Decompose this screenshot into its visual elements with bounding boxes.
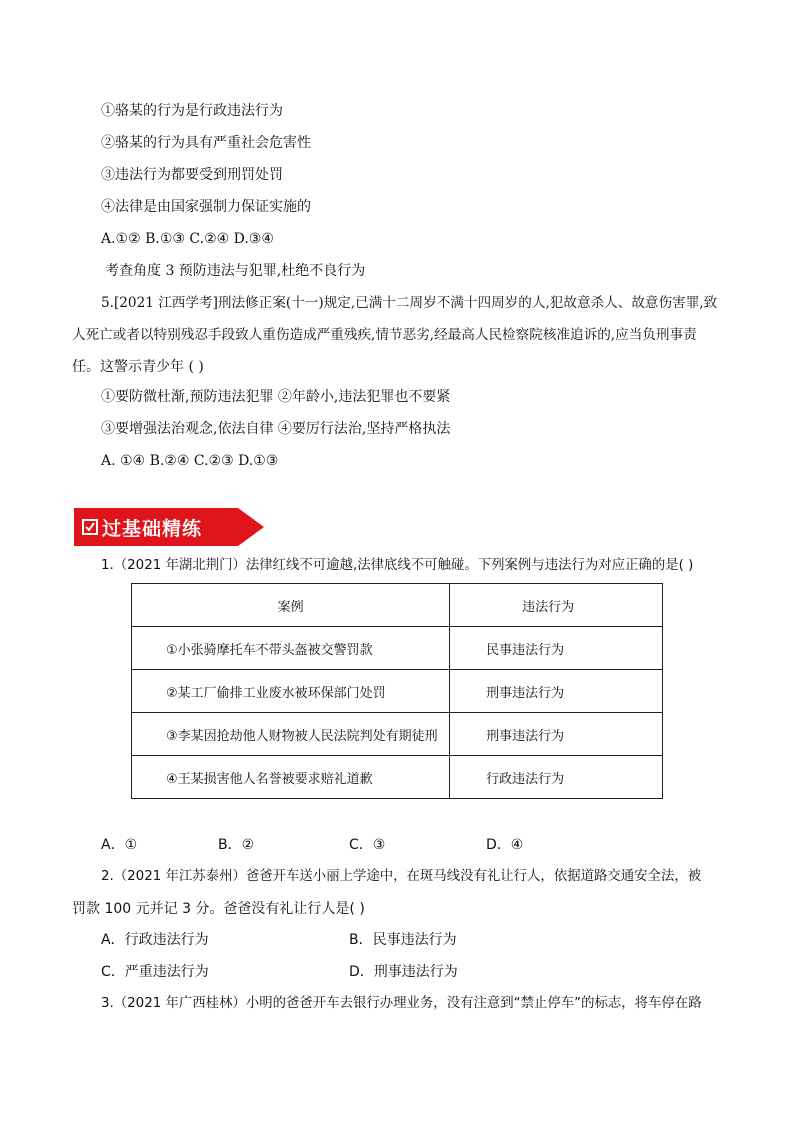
banner-title: 过基础精练 xyxy=(102,517,203,540)
table-row xyxy=(132,670,663,713)
table-cell-case: ④王某损害他人名誉被要求赔礼道歉 xyxy=(132,756,450,799)
table-cell-violation: 行政违法行为 xyxy=(450,756,663,799)
q2-option-c: C．严重违法行为 xyxy=(101,964,209,980)
angle-heading: 考查角度 3 预防违法与犯罪,杜绝不良行为 xyxy=(105,263,366,279)
q5-stem-line-2: 人死亡或者以特别残忍手段致人重伤造成严重残疾,情节恶劣,经最高人民检察院核准追诉的,应当负刑事责 xyxy=(72,327,697,343)
section-banner xyxy=(74,508,264,546)
banner-arrow xyxy=(238,508,264,546)
table-row xyxy=(132,756,663,799)
q3-stem-line-1: 3.（2021 年广西桂林）小明的爸爸开车去银行办理业务，没有注意到“禁止停车”的标志，将车停在路 xyxy=(101,996,702,1011)
banner-body xyxy=(74,508,238,546)
case-table xyxy=(131,583,663,799)
table-cell-case: ①小张骑摩托车不带头盔被交警罚款 xyxy=(132,627,450,670)
q2-option-a: A．行政违法行为 xyxy=(101,932,209,948)
q5-stem-line-1: 5.[2021 江西学考]刑法修正案(十一)规定,已满十二周岁不满十四周岁的人,犯故意杀人、故意伤害罪,致 xyxy=(101,295,718,311)
q2-option-d: D．刑事违法行为 xyxy=(349,964,458,980)
option-2: ②骆某的行为具有严重社会危害性 xyxy=(101,135,311,151)
table-cell-violation: 民事违法行为 xyxy=(450,627,663,670)
table-cell-case: ③李某因抢劫他人财物被人民法院判处有期徒刑 xyxy=(132,713,450,756)
q5-answer-choices: A. ①④ B.②④ C.②③ D.①③ xyxy=(101,453,279,469)
option-1: ①骆某的行为是行政违法行为 xyxy=(101,103,283,119)
q1-choice-c: C．③ xyxy=(349,837,386,853)
table-row xyxy=(132,713,663,756)
table-header-row xyxy=(132,584,663,627)
table-cell-violation: 刑事违法行为 xyxy=(450,670,663,713)
table-row xyxy=(132,627,663,670)
table-cell-case: ②某工厂偷排工业废水被环保部门处罚 xyxy=(132,670,450,713)
q1-choice-d: D．④ xyxy=(486,837,524,853)
q2-stem-line-2: 罚款 100 元并记 3 分。爸爸没有礼让行人是( ) xyxy=(72,901,365,917)
q5-stem-line-3: 任。这警示青少年 ( ) xyxy=(72,359,204,375)
option-4: ④法律是由国家强制力保证实施的 xyxy=(101,199,311,215)
answer-choices: A.①② B.①③ C.②④ D.③④ xyxy=(101,231,274,247)
q5-options-row-2: ③要增强法治观念,依法自律 ④要厉行法治,坚持严格执法 xyxy=(101,421,451,437)
q1-choice-a: A．① xyxy=(101,837,138,853)
q5-options-row-1: ①要防微杜渐,预防违法犯罪 ②年龄小,违法犯罪也不要紧 xyxy=(101,389,451,405)
q2-option-b: B．民事违法行为 xyxy=(349,932,457,948)
q1-stem: 1.（2021 年湖北荆门）法律红线不可逾越,法律底线不可触碰。下列案例与违法行为对应正确的是( ) xyxy=(101,558,694,573)
option-3: ③违法行为都要受到刑罚处罚 xyxy=(101,167,283,183)
q2-stem-line-1: 2.（2021 年江苏泰州）爸爸开车送小丽上学途中，在斑马线没有礼让行人，依据道路交通安全法，被 xyxy=(101,869,702,884)
q1-choice-b: B．② xyxy=(218,837,255,853)
checkbox-icon xyxy=(82,519,98,535)
table-cell-violation: 刑事违法行为 xyxy=(450,713,663,756)
table-header-violation: 违法行为 xyxy=(450,584,663,627)
table-header-case: 案例 xyxy=(132,584,450,627)
